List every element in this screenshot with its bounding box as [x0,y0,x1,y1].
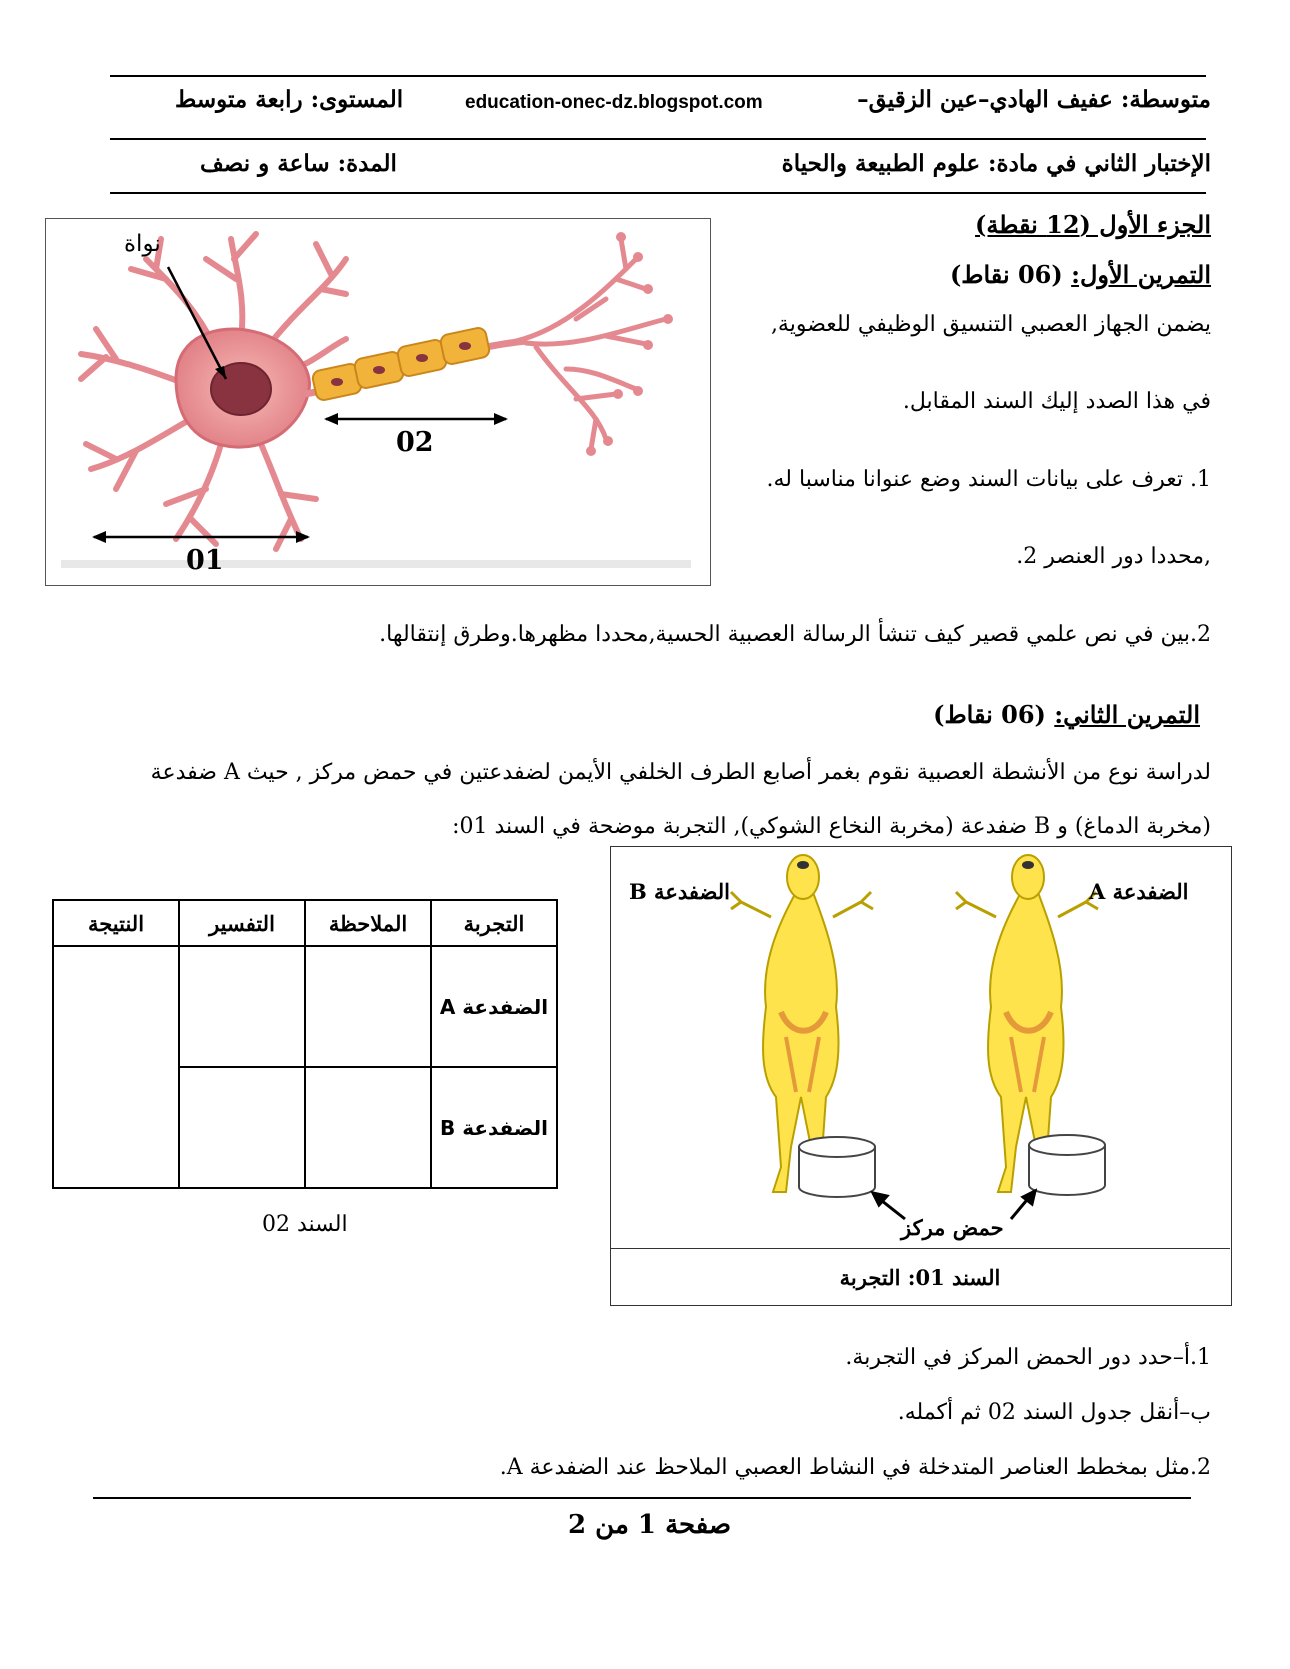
row-frog-b: الضفدعة B [431,1067,557,1188]
website-link[interactable]: education-onec-dz.blogspot.com [465,92,763,113]
cell-blank [305,1067,431,1188]
acid-beaker-b [799,1137,875,1197]
label-01: 01 [186,545,224,576]
col-observation: الملاحظة [305,900,431,946]
footer-rule [93,1497,1191,1499]
duration: المدة: ساعة و نصف [200,150,397,177]
frog-a-label: الضفدعة A [1089,879,1189,904]
doc2-table [52,899,558,1189]
col-experiment: التجربة [431,900,557,946]
neuron-illustration [46,219,710,585]
doc2-caption: السند 02 [262,1212,348,1237]
ex1-points: (06 نقاط) [949,260,1063,289]
header-top-rule [110,75,1206,77]
school-name: متوسطة: عفيف الهادي–عين الزقيق– [857,86,1211,113]
ex1-line-2: في هذا الصدد إليك السند المقابل. [902,389,1211,414]
acid-beaker-a [1029,1135,1105,1195]
acid-label: حمض مركز [901,1215,1004,1240]
ex2-title: التمرين الثاني: [1054,700,1200,729]
frog-b-label: الضفدعة B [629,879,730,904]
ex2-question-1b: ب–أنقل جدول السند 02 ثم أكمله. [897,1400,1211,1425]
header-bottom-rule [110,192,1206,194]
ex1-title: التمرين الأول: [1071,260,1211,289]
page-number: صفحة 1 من 2 [568,1510,732,1540]
ex1-line-5: 2.بين في نص علمي قصير كيف تنشأ الرسالة العصبية الحسية,محددا مظهرها.وطرق إنتقالها. [379,622,1211,647]
exam-title: الإختبار الثاني في مادة: علوم الطبيعة والحياة [781,150,1211,177]
cell-blank [305,946,431,1067]
row-frog-a: الضفدعة A [431,946,557,1067]
neuron-figure [45,218,711,586]
cell-blank [179,1067,305,1188]
label-02: 02 [396,427,434,458]
ex1-line-3: 1. تعرف على بيانات السند وضع عنوانا مناسبا له. [766,467,1211,492]
table-row [53,946,557,1067]
ex2-intro-2: (مخربة الدماغ) و B ضفدعة (مخربة النخاع الشوكي), التجربة موضحة في السند 01: [452,814,1211,839]
cell-blank [179,946,305,1067]
header-mid-rule [110,138,1206,140]
ex1-line-4: ,محددا دور العنصر 2. [1016,544,1211,569]
col-result: النتيجة [53,900,179,946]
col-interpretation: التفسير [179,900,305,946]
ex2-question-1a: 1.أ–حدد دور الحمض المركز في التجربة. [845,1345,1211,1370]
ex1-line-1: يضمن الجهاز العصبي التنسيق الوظيفي للعضوية, [770,312,1211,337]
part1-title: الجزء الأول (12 نقطة) [975,210,1211,239]
ex2-points: (06 نقاط) [933,700,1046,729]
doc1-caption: السند 01: التجربة [610,1248,1230,1305]
nucleus-label: نواة [124,231,161,257]
table-header-row [53,900,557,946]
doc1-frame [610,846,1232,1306]
frog-experiment-illustration [611,847,1231,1247]
ex2-intro-1: لدراسة نوع من الأنشطة العصبية نقوم بغمر أصابع الطرف الخلفي الأيمن لضفدعتين في حمض مركز , حيث A ضفدعة [150,760,1211,785]
ex2-question-2: 2.مثل بمخطط العناصر المتدخلة في النشاط العصبي الملاحظ عند الضفدعة A. [499,1455,1211,1480]
cell-result-blank [53,946,179,1188]
ex2-heading [60,700,1200,729]
level: المستوى: رابعة متوسط [175,86,404,113]
